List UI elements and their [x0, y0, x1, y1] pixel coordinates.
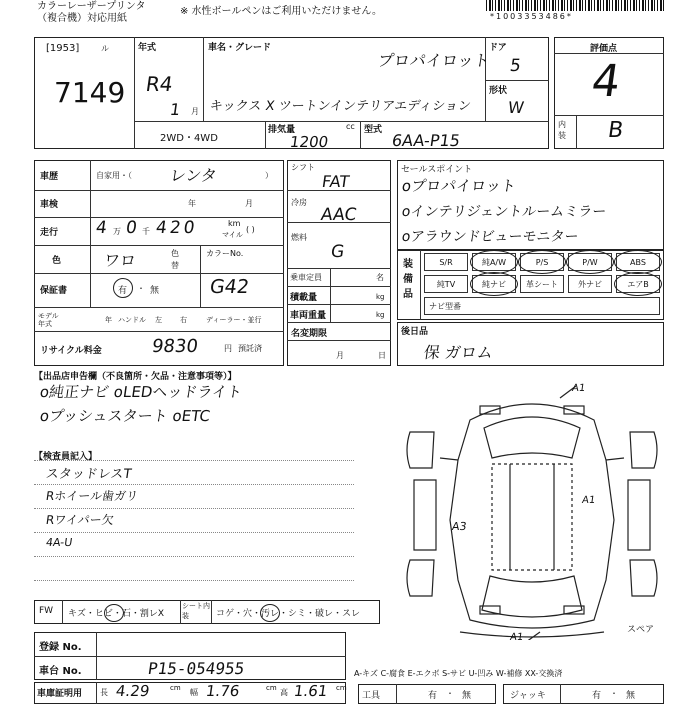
model-label: 車名・グレード — [208, 43, 272, 53]
seat-circle — [260, 604, 280, 622]
handle-label: ハンドル — [118, 316, 146, 324]
mileage-mile-unit: マイル — [222, 231, 243, 239]
cert-height: 1.61 — [292, 682, 329, 700]
later-date-label: 後日品 — [401, 327, 429, 337]
equip-ext-navi: 外ナビ — [568, 275, 612, 293]
tools-label: 工具 — [362, 691, 381, 701]
damage-mark-2: A1 — [581, 495, 596, 506]
lot-code-suffix: ル — [101, 44, 109, 53]
history-options: 自家用・（ — [96, 171, 132, 180]
displacement-value: 1200 — [288, 133, 330, 151]
circle-airbag — [614, 272, 662, 296]
warranty-yes: 有 — [118, 286, 128, 296]
inspector-line-1: スタッドレスT — [44, 467, 133, 482]
warranty-label: 保証書 — [40, 286, 68, 296]
inspector-line-4: 4A-U — [45, 536, 74, 549]
damage-mark-1: A1 — [571, 383, 586, 394]
damage-legend: A-キズ C-腐食 E-エクボ S-サビ U-凹み W-補修 XX-交換済 — [354, 669, 563, 678]
fuel-label: 燃料 — [291, 233, 307, 242]
history-value: レンタ — [168, 166, 219, 185]
tools-no: 無 — [462, 691, 472, 701]
inspection-month-unit: 月 — [245, 199, 253, 208]
jack-no: 無 — [626, 691, 636, 701]
mileage-paren: ( ) — [246, 225, 255, 234]
cert-length: 4.29 — [114, 682, 151, 700]
aircon-value: AAC — [319, 205, 358, 225]
cert-length-prefix: 長 — [100, 688, 108, 697]
color-label: 色 — [52, 256, 62, 266]
year-era: R4 — [144, 72, 175, 96]
barcode-text: *1003353486* — [490, 12, 573, 21]
navi-model-field — [424, 297, 660, 315]
lot-number: 7149 — [54, 76, 126, 109]
cert-length-unit: cm — [170, 684, 181, 692]
equipment-label: 装備品 — [403, 259, 413, 300]
type-label: 型式 — [364, 125, 383, 135]
sales-point-2: oインテリジェントルームミラー — [400, 204, 608, 220]
cert-width-prefix: 幅 — [190, 688, 198, 697]
fw-circle — [104, 604, 124, 622]
model-year-unit: 年 — [105, 316, 112, 324]
dealer-label: ディーラー・並行 — [206, 316, 262, 324]
registration-label: 登録 No. — [39, 642, 82, 653]
shape-label: 形状 — [489, 86, 508, 96]
warranty-sep: ・ — [137, 284, 145, 293]
cert-width: 1.76 — [204, 682, 241, 700]
year-month-unit: 月 — [191, 107, 199, 116]
inspector-line-2: Rホイール歯ガリ — [44, 489, 140, 503]
model-year-label: モデル年式 — [38, 312, 59, 328]
equip-navi: 純ナビ — [472, 275, 516, 293]
mileage-km-unit: km — [228, 219, 241, 228]
equip-airbag: エアB — [616, 275, 660, 293]
color-change-label-2: 替 — [171, 261, 179, 270]
seller-note-1: o純正ナビ oLEDヘッドライト — [38, 383, 244, 401]
tools-sep: ・ — [446, 689, 454, 698]
colorno-value: G42 — [208, 276, 251, 298]
car-damage-diagram — [400, 380, 664, 640]
equip-pw: P/W — [568, 253, 612, 271]
equip-aw: 純A/W — [472, 253, 516, 271]
equip-abs: ABS — [616, 253, 660, 271]
navi-model-label: ナビ型番 — [429, 301, 461, 311]
mileage-rest: 420 — [154, 218, 199, 238]
mileage-sen-unit: 千 — [142, 227, 150, 236]
chassis-label: 車台 No. — [39, 666, 82, 677]
equip-leather: 革シート — [520, 275, 564, 293]
circle-navi — [470, 272, 518, 296]
cert-height-unit: cm — [336, 684, 347, 692]
model-name: プロパイロット — [376, 51, 491, 70]
color-value: ワロ — [102, 251, 138, 270]
door-label: ドア — [489, 43, 507, 53]
equip-ps: P/S — [520, 253, 564, 271]
load-unit: kg — [376, 293, 385, 301]
capacity-label: 乗車定員 — [290, 273, 322, 282]
fw-label: FW — [39, 606, 54, 616]
certificate-label: 車庫証明用 — [37, 689, 83, 699]
inspector-line-3: Rワイパー欠 — [44, 513, 115, 527]
equip-sr: S/R — [424, 253, 468, 271]
cert-height-prefix: 高 — [280, 688, 288, 697]
type-value: 6AA-P15 — [390, 131, 462, 150]
displacement-unit: cc — [346, 122, 355, 131]
tools-yes: 有 — [428, 691, 438, 701]
recycle-value: 9830 — [150, 336, 200, 357]
displacement-label: 排気量 — [268, 125, 296, 135]
equip-tv: 純TV — [424, 275, 468, 293]
sales-point-3: oアラウンドビューモニター — [400, 229, 580, 245]
deadline-label: 名変期限 — [291, 329, 328, 339]
weight-unit: kg — [376, 311, 385, 319]
deadline-month-unit: 月 — [336, 351, 344, 360]
deadline-day-unit: 日 — [378, 351, 386, 360]
interior-value: B — [606, 118, 625, 143]
printer-note — [37, 1, 146, 25]
history-close: ） — [265, 171, 273, 180]
chassis-value: P15-054955 — [146, 659, 246, 678]
circle-ps — [518, 250, 566, 274]
shift-value: FAT — [320, 172, 351, 191]
recycle-label: リサイクル料金 — [40, 346, 102, 356]
circle-aw — [470, 250, 518, 274]
seller-notes-label: 【出品店申告欄（不良箇所・欠品・注意事項等）】 — [34, 372, 237, 382]
jack-label: ジャッキ — [510, 691, 546, 701]
seat-text: コゲ・穴・汚レ・シミ・破レ・スレ — [216, 609, 361, 619]
load-label: 積載量 — [290, 293, 318, 303]
inspection-year-unit: 年 — [188, 199, 196, 208]
sales-point-label: セールスポイント — [401, 165, 473, 175]
colorno-label: カラーNo. — [206, 249, 244, 258]
printer-line-2: （複合機）対応用紙 — [37, 13, 127, 24]
cert-width-unit: cm — [266, 684, 277, 692]
inspector-label: 【検査員記入】 — [34, 452, 98, 462]
shift-label: シフト — [291, 163, 315, 172]
recycle-note: 預託済 — [238, 344, 262, 353]
year-label: 年式 — [138, 43, 157, 53]
spare-label: スペア — [627, 625, 655, 635]
sales-point-1: oプロパイロット — [400, 177, 518, 195]
weight-label: 車両重量 — [290, 311, 327, 321]
damage-mark-4: A1 — [509, 632, 524, 643]
warranty-no: 無 — [150, 286, 160, 296]
score-label: 評価点 — [590, 44, 618, 54]
handle-right: 右 — [180, 316, 187, 324]
year-month: 1 — [168, 100, 182, 119]
interior-label: 内装 — [558, 120, 566, 140]
later-date-value: 保 ガロム — [422, 343, 495, 362]
drive-label: 2WD・4WD — [160, 133, 218, 144]
capacity-unit: 名 — [376, 273, 384, 282]
circle-pw — [566, 250, 614, 274]
shape-value: W — [506, 98, 526, 117]
seller-note-2: oプッシュスタート oETC — [38, 407, 212, 425]
color-change-label-1: 色 — [171, 249, 179, 258]
history-label: 車歴 — [40, 172, 59, 182]
mileage-man: 4 — [94, 218, 109, 238]
lot-code: [1953] — [46, 43, 80, 54]
damage-mark-3: A3 — [451, 520, 468, 533]
fw-text: キズ・ヒビ・石・割レX — [68, 609, 164, 619]
recycle-unit: 円 — [224, 344, 232, 353]
aircon-label: 冷房 — [291, 198, 307, 207]
mileage-man-unit: 万 — [113, 227, 121, 236]
door-value: 5 — [508, 56, 523, 76]
model-grade: キックス X ツートンインテリアエディション — [208, 99, 472, 114]
fuel-value: G — [329, 242, 346, 262]
barcode — [486, 0, 664, 11]
mileage-sen: 0 — [124, 218, 139, 238]
pen-note: ※ 水性ボールペンはご利用いただけません。 — [180, 6, 382, 17]
mileage-label: 走行 — [40, 228, 59, 238]
seat-label: シート内装 — [182, 602, 210, 620]
inspection-label: 車検 — [40, 200, 59, 210]
printer-line-1: カラーレーザープリンタ — [37, 1, 146, 12]
circle-abs — [614, 250, 662, 274]
handle-left: 左 — [155, 316, 162, 324]
jack-yes: 有 — [592, 691, 602, 701]
jack-sep: ・ — [610, 689, 618, 698]
score-value: 4 — [588, 56, 624, 107]
